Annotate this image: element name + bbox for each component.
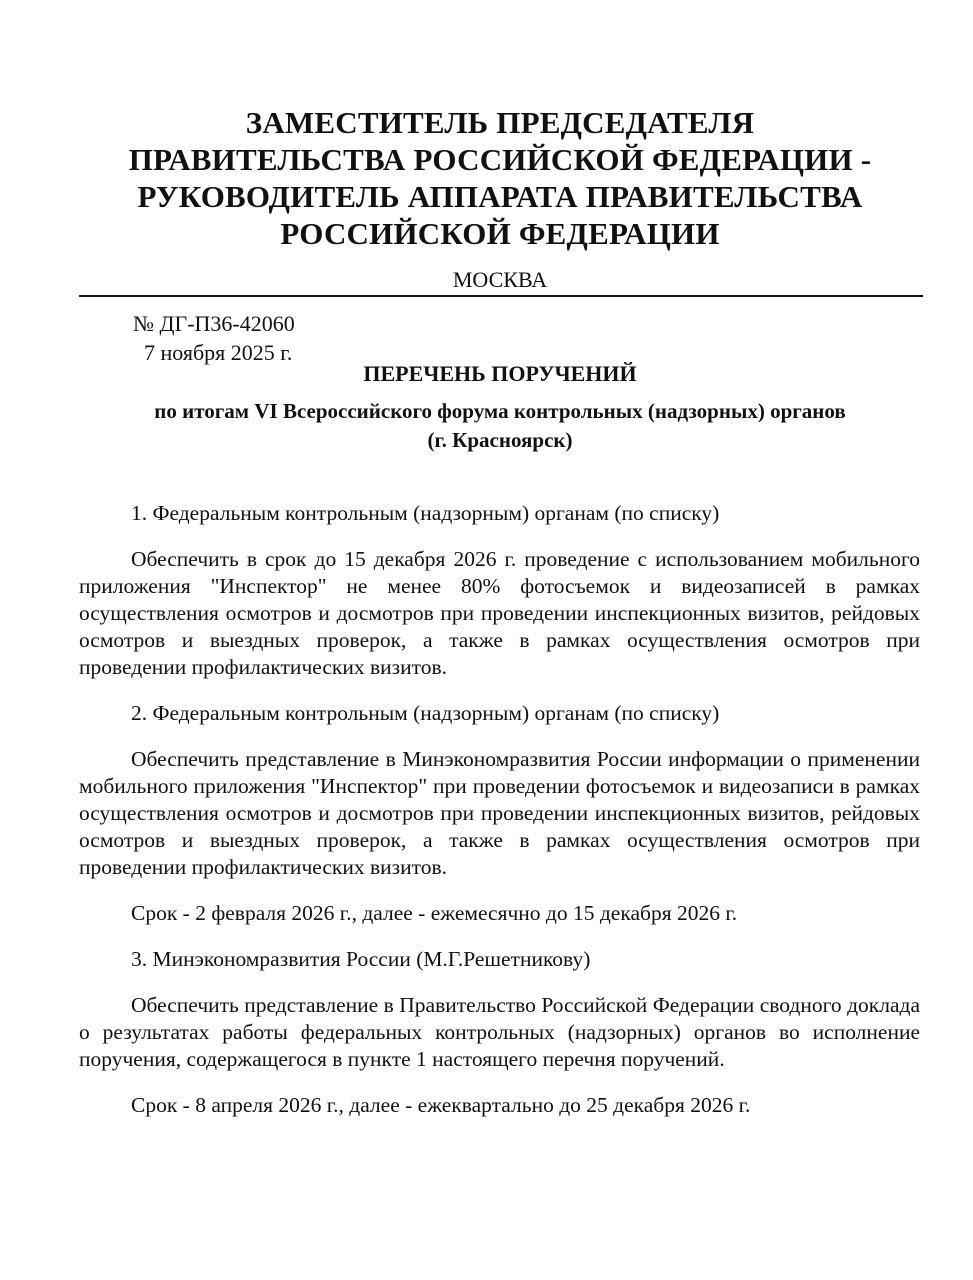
issuer-title-line: РОССИЙСКОЙ ФЕДЕРАЦИИ (280, 216, 720, 251)
item-1-heading: 1. Федеральным контрольным (надзорным) органам (по списку) (131, 501, 720, 525)
item-3-deadline: Срок - 8 апреля 2026 г., далее - ежеквартально до 25 декабря 2026 г. (131, 1093, 751, 1117)
issuer-title-line: ПРАВИТЕЛЬСТВА РОССИЙСКОЙ ФЕДЕРАЦИИ - (128, 142, 872, 177)
issuer-title-line: РУКОВОДИТЕЛЬ АППАРАТА ПРАВИТЕЛЬСТВА (137, 179, 863, 214)
city-name: МОСКВА (452, 267, 548, 292)
item-1-instruction: Обеспечить в срок до 15 декабря 2026 г. проведение с использованием мобильного приложения "Инспектор" не менее 80% фотосъемок и видеозаписей в рамках осуществления осмотров и досмотров при проведении инспекционных визитов, рейдовых осмотров и выездных проверок, а также в рамках осуществления осмотров при проведении профилактических визитов. (79, 547, 920, 679)
document-subtitle-line: по итогам VI Всероссийского форума контрольных (надзорных) органов (154, 399, 846, 423)
item-3-heading: 3. Минэкономразвития России (М.Г.Решетникову) (131, 947, 591, 971)
issuer-title (0, 104, 973, 252)
item-2-heading: 2. Федеральным контрольным (надзорным) органам (по списку) (131, 701, 720, 725)
header-divider (79, 295, 923, 297)
document-title: ПЕРЕЧЕНЬ ПОРУЧЕНИЙ (363, 361, 637, 386)
item-2-instruction: Обеспечить представление в Минэкономразвития России информации о применении мобильного приложения "Инспектор" при проведении фотосъемок и видеозаписи в рамках осуществления осмотров и досмотров при проведении инспекционных визитов, рейдовых осмотров и выездных проверок, а также в рамках осуществления осмотров при проведении профилактических визитов. (79, 747, 920, 879)
document-subtitle (0, 397, 973, 455)
item-2-deadline: Срок - 2 февраля 2026 г., далее - ежемесячно до 15 декабря 2026 г. (131, 901, 738, 925)
document-date: 7 ноября 2025 г. (144, 340, 293, 365)
document-subtitle-line: (г. Красноярск) (427, 428, 573, 452)
issuer-title-line: ЗАМЕСТИТЕЛЬ ПРЕДСЕДАТЕЛЯ (245, 105, 755, 140)
document-number: № ДГ-П36-42060 (133, 311, 295, 336)
document-body (79, 500, 920, 1138)
item-3-instruction: Обеспечить представление в Правительство Российской Федерации сводного доклада о результатах работы федеральных контрольных (надзорных) органов во исполнение поручения, содержащегося в пункте 1 настоящего перечня поручений. (79, 993, 920, 1071)
